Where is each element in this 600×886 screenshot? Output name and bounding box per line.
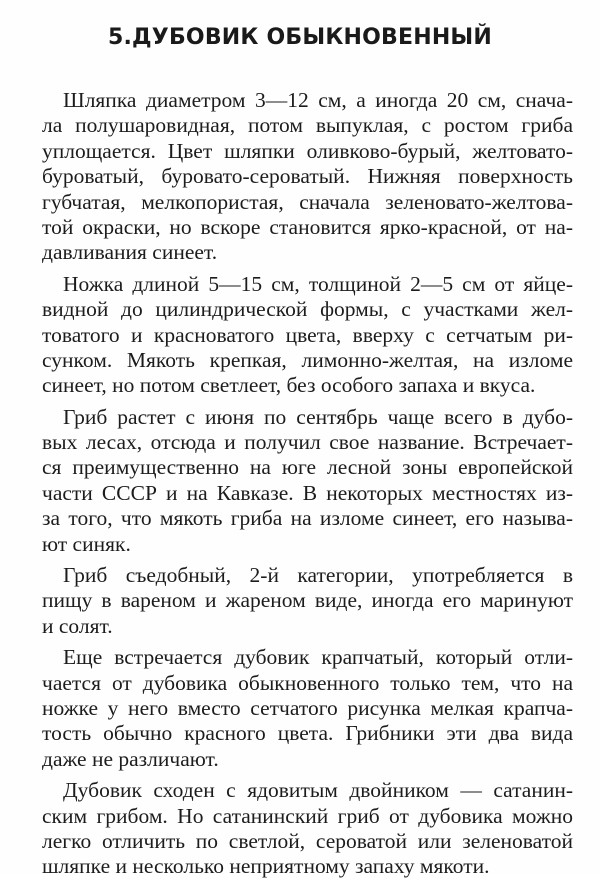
paragraph bbox=[42, 272, 573, 399]
text-line: легко отличить по светлой, сероватой или зеленоватой bbox=[42, 828, 573, 853]
text-line: Дубовик сходен с ядовитым двойником — сатанин- bbox=[63, 778, 573, 803]
text-line: уплощается. Цвет шляпки оливково-бурый, желтовато- bbox=[42, 138, 573, 163]
text-line: вых лесах, отсюда и получил свое название. Встречает- bbox=[42, 430, 573, 455]
page-title: 5.ДУБОВИК ОБЫКНОВЕННЫЙ bbox=[107, 25, 493, 50]
body-text bbox=[42, 88, 573, 886]
text-line: Гриб растет с июня по сентябрь чаще всего в дубо- bbox=[63, 404, 573, 429]
text-line: ским грибом. Но сатанинский гриб от дубовика можно bbox=[42, 803, 573, 828]
text-line: товатого и красноватого цвета, вверху с сетчатым ри- bbox=[42, 322, 573, 347]
text-line: тость обычно красного цвета. Грибники эти два вида bbox=[42, 721, 573, 746]
text-line: давливания синеет. bbox=[42, 240, 218, 265]
text-line: ют синяк. bbox=[42, 531, 131, 556]
text-line: синеет, но потом светлеет, без особого запаха и вкуса. bbox=[42, 373, 536, 398]
paragraph bbox=[42, 778, 573, 880]
paragraph bbox=[42, 563, 573, 639]
text-line: даже не различают. bbox=[42, 746, 219, 771]
text-line: Ножка длиной 5—15 см, толщиной 2—5 см от яйце- bbox=[63, 271, 573, 296]
text-line: пищу в вареном и жареном виде, иногда его маринуют bbox=[42, 588, 573, 613]
text-line: Шляпка диаметром 3—12 см, а иногда 20 см, снача- bbox=[63, 88, 573, 112]
text-line: той окраски, но вскоре становится ярко-красной, от на- bbox=[42, 214, 573, 239]
text-line: части СССР и на Кавказе. В некоторых местностях из- bbox=[42, 480, 573, 505]
text-line: шляпке и несколько неприятному запаху мякоти. bbox=[42, 854, 490, 879]
text-line: за того, что мякоть гриба на изломе синеет, его называ- bbox=[42, 506, 573, 531]
text-line: сунком. Мякоть крепкая, лимонно-желтая, на изломе bbox=[42, 347, 573, 372]
text-line: ножке у него вместо сетчатого рисунка мелкая крапча- bbox=[42, 695, 573, 720]
text-line: губчатая, мелкопористая, сначала зеленовато-желтова- bbox=[42, 189, 573, 214]
text-line: ла полушаровидная, потом выпуклая, с ростом гриба bbox=[42, 113, 573, 138]
paragraph bbox=[42, 88, 573, 266]
paragraph bbox=[42, 405, 573, 557]
text-line: и солят. bbox=[42, 613, 113, 638]
text-line: ся преимущественно на юге лесной зоны европейской bbox=[42, 455, 573, 480]
text-line: Еще встречается дубовик крапчатый, который отли- bbox=[63, 645, 573, 670]
text-line: чается от дубовика обыкновенного только тем, что на bbox=[42, 670, 573, 695]
text-line: Гриб съедобный, 2-й категории, употребляется в bbox=[63, 563, 573, 588]
text-line: видной до цилиндрической формы, с участками жел- bbox=[42, 297, 573, 322]
text-line: буроватый, буровато-сероватый. Нижняя поверхность bbox=[42, 164, 573, 189]
paragraph bbox=[42, 645, 573, 772]
